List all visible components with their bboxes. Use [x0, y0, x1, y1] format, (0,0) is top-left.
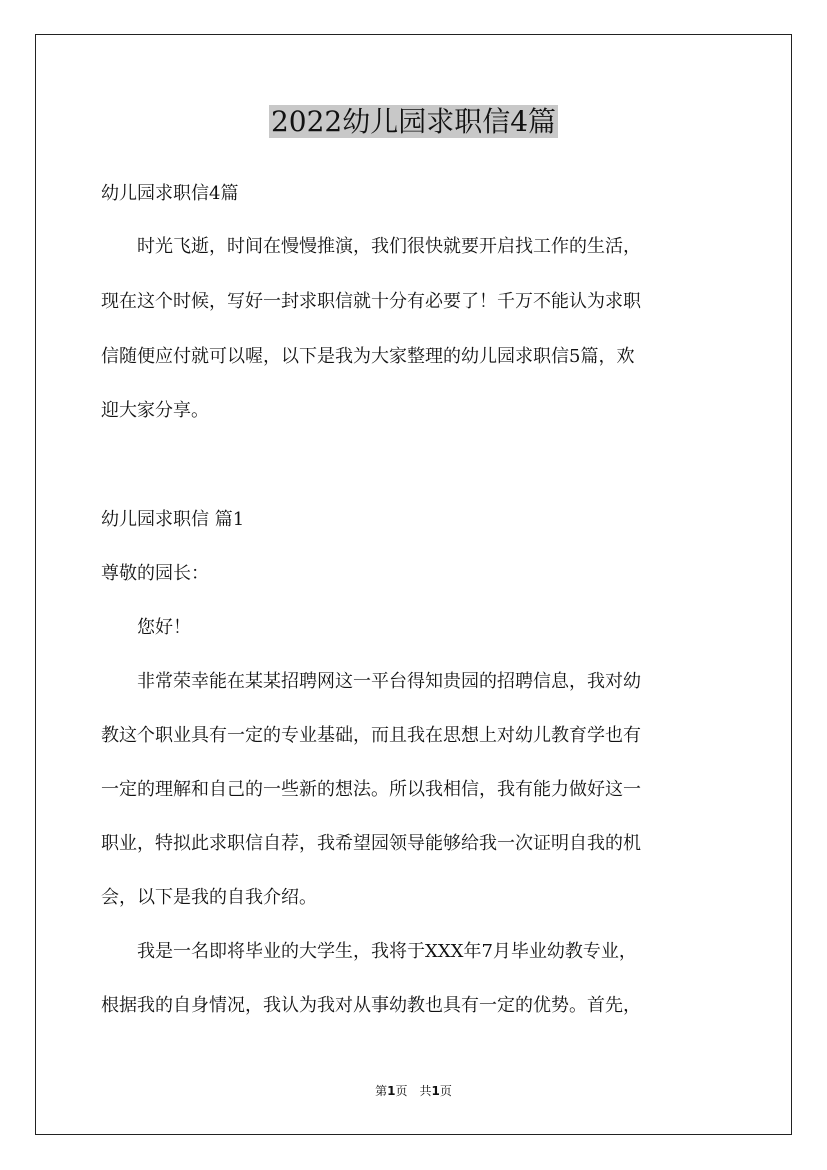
body-line-1: 非常荣幸能在某某招聘网这一平台得知贵园的招聘信息，我对幼	[101, 671, 641, 692]
body-line-4: 职业，特拟此求职信自荐，我希望园领导能够给我一次证明自我的机	[101, 833, 641, 854]
body-line-2: 教这个职业具有一定的专业基础，而且我在思想上对幼儿教育学也有	[101, 725, 641, 746]
salutation: 尊敬的园长：	[101, 563, 209, 584]
body-line-7: 根据我的自身情况，我认为我对从事幼教也具有一定的优势。首先，	[101, 995, 641, 1016]
document-title-text: 2022幼儿园求职信4篇	[270, 105, 557, 138]
greeting: 您好！	[101, 617, 191, 638]
section-heading: 幼儿园求职信 篇1	[101, 509, 245, 530]
intro-line-1: 时光飞逝，时间在慢慢推演，我们很快就要开启找工作的生活，	[101, 236, 641, 257]
footer-prefix: 第	[375, 1084, 388, 1098]
page-footer	[0, 1083, 827, 1099]
intro-line-3: 信随便应付就可以喔，以下是我为大家整理的幼儿园求职信5篇，欢	[101, 346, 635, 367]
footer-current-page: 1	[387, 1084, 396, 1098]
footer-mid: 页 共	[395, 1084, 432, 1098]
intro-line-4: 迎大家分享。	[101, 400, 209, 421]
document-title	[0, 100, 827, 144]
body-line-5: 会，以下是我的自我介绍。	[101, 887, 317, 908]
footer-total-pages: 1	[431, 1084, 440, 1098]
footer-suffix: 页	[439, 1084, 452, 1098]
intro-line-2: 现在这个时候，写好一封求职信就十分有必要了！千万不能认为求职	[101, 291, 641, 312]
document-subtitle: 幼儿园求职信4篇	[101, 183, 239, 204]
body-line-3: 一定的理解和自己的一些新的想法。所以我相信，我有能力做好这一	[101, 779, 641, 800]
body-line-6: 我是一名即将毕业的大学生，我将于XXX年7月毕业幼教专业，	[101, 941, 637, 962]
